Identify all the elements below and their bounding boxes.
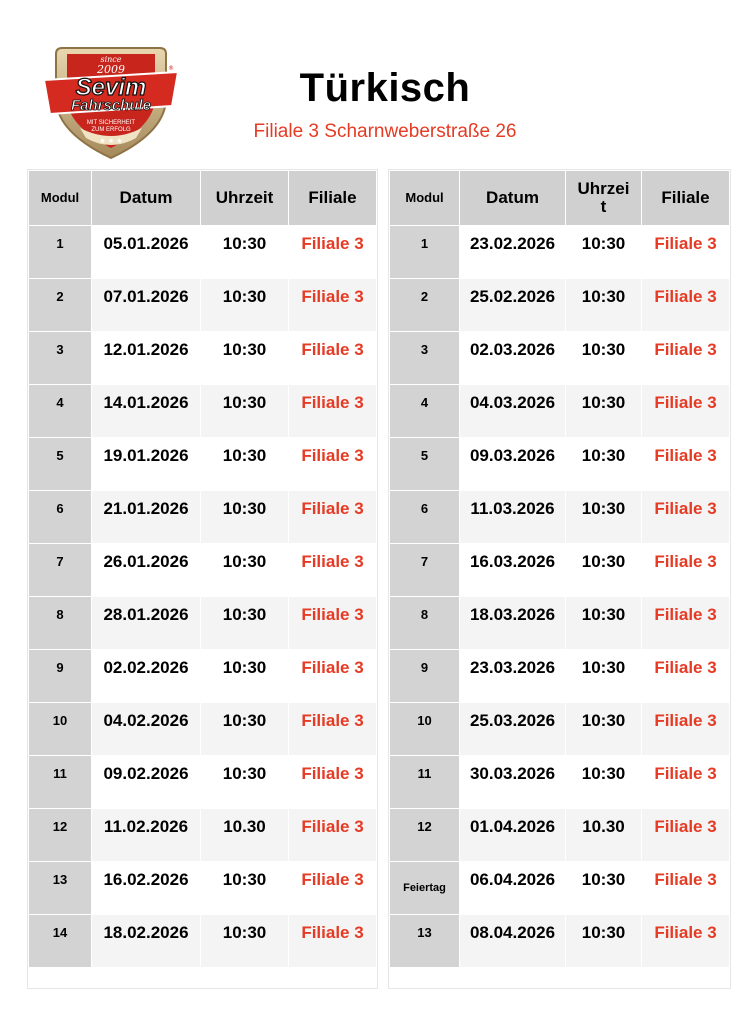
filiale-cell: Filiale 3: [642, 597, 730, 650]
table-row: [390, 597, 730, 650]
modul-cell: 10: [390, 703, 460, 756]
uhrzeit-cell: 10:30: [201, 279, 289, 332]
logo-tagline-1: MIT SICHERHEIT: [86, 120, 136, 126]
datum-cell: 18.03.2026: [460, 597, 566, 650]
datum-cell: 26.01.2026: [92, 544, 201, 597]
table-header-row: [390, 171, 730, 226]
table-row: [390, 332, 730, 385]
uhrzeit-cell: 10:30: [201, 597, 289, 650]
filiale-cell: Filiale 3: [289, 809, 377, 862]
table-row: [29, 544, 377, 597]
table-row: [29, 279, 377, 332]
uhrzeit-cell: 10:30: [566, 650, 642, 703]
table-row: [29, 650, 377, 703]
filiale-cell: Filiale 3: [642, 226, 730, 279]
datum-cell: 23.02.2026: [460, 226, 566, 279]
datum-cell: 04.03.2026: [460, 385, 566, 438]
uhrzeit-cell: 10:30: [201, 491, 289, 544]
table-header-row: [29, 171, 377, 226]
modul-cell: 5: [29, 438, 92, 491]
filiale-cell: Filiale 3: [642, 862, 730, 915]
uhrzeit-cell: 10:30: [201, 703, 289, 756]
filiale-cell: Filiale 3: [642, 279, 730, 332]
uhrzeit-cell: 10:30: [201, 438, 289, 491]
uhrzeit-cell: 10:30: [201, 332, 289, 385]
modul-cell: 3: [390, 332, 460, 385]
filiale-cell: Filiale 3: [642, 809, 730, 862]
modul-cell: 2: [390, 279, 460, 332]
uhrzeit-cell: 10:30: [566, 597, 642, 650]
filiale-cell: Filiale 3: [289, 756, 377, 809]
filiale-cell: Filiale 3: [642, 544, 730, 597]
uhrzeit-cell: 10:30: [566, 438, 642, 491]
uhrzeit-cell: 10.30: [566, 809, 642, 862]
schedule-body-right: [390, 226, 730, 968]
filiale-cell: Filiale 3: [642, 491, 730, 544]
table-row: [390, 809, 730, 862]
uhrzeit-cell: 10:30: [566, 915, 642, 968]
datum-cell: 04.02.2026: [92, 703, 201, 756]
modul-cell: 8: [390, 597, 460, 650]
table-row: [29, 385, 377, 438]
uhrzeit-cell: 10:30: [201, 385, 289, 438]
modul-cell: 8: [29, 597, 92, 650]
datum-cell: 12.01.2026: [92, 332, 201, 385]
modul-cell: 7: [29, 544, 92, 597]
page-title: Türkisch: [299, 66, 471, 110]
uhrzeit-cell: 10:30: [566, 862, 642, 915]
filiale-cell: Filiale 3: [642, 332, 730, 385]
filiale-cell: Filiale 3: [642, 756, 730, 809]
page-subtitle: Filiale 3 Scharnweberstraße 26: [253, 121, 517, 142]
filiale-cell: Filiale 3: [289, 862, 377, 915]
uhrzeit-cell: 10:30: [566, 279, 642, 332]
datum-cell: 08.04.2026: [460, 915, 566, 968]
filiale-cell: Filiale 3: [289, 915, 377, 968]
uhrzeit-cell: 10:30: [201, 862, 289, 915]
filiale-cell: Filiale 3: [289, 279, 377, 332]
header-modul: Modul: [29, 171, 92, 226]
sevim-fahrschule-logo: [40, 40, 182, 162]
datum-cell: 02.02.2026: [92, 650, 201, 703]
uhrzeit-cell: 10:30: [566, 703, 642, 756]
modul-cell: 1: [29, 226, 92, 279]
modul-cell: 6: [29, 491, 92, 544]
filiale-cell: Filiale 3: [289, 332, 377, 385]
registered-icon: ®: [168, 65, 174, 72]
table-row: [390, 756, 730, 809]
schedule-body-left: [29, 226, 377, 968]
modul-cell: 12: [29, 809, 92, 862]
uhrzeit-cell: 10:30: [201, 756, 289, 809]
filiale-cell: Filiale 3: [289, 491, 377, 544]
modul-cell: 14: [29, 915, 92, 968]
schedule-table-right: [389, 170, 730, 968]
filiale-cell: Filiale 3: [642, 650, 730, 703]
uhrzeit-cell: 10:30: [201, 650, 289, 703]
shield-logo-icon: [40, 40, 182, 162]
datum-cell: 05.01.2026: [92, 226, 201, 279]
header-uhrzeit: Uhrzei t: [566, 171, 642, 226]
filiale-cell: Filiale 3: [642, 385, 730, 438]
filiale-cell: Filiale 3: [289, 544, 377, 597]
datum-cell: 25.03.2026: [460, 703, 566, 756]
filiale-cell: Filiale 3: [642, 703, 730, 756]
modul-cell: 3: [29, 332, 92, 385]
filiale-cell: Filiale 3: [289, 597, 377, 650]
logo-stars-icon: ★ ★ ★: [99, 137, 123, 145]
datum-cell: 23.03.2026: [460, 650, 566, 703]
uhrzeit-cell: 10:30: [566, 385, 642, 438]
modul-cell: 2: [29, 279, 92, 332]
logo-year-text: 2009: [97, 63, 125, 76]
uhrzeit-cell: 10:30: [201, 544, 289, 597]
table-row: [29, 332, 377, 385]
datum-cell: 30.03.2026: [460, 756, 566, 809]
table-row: [29, 491, 377, 544]
modul-cell: 5: [390, 438, 460, 491]
table-row: [29, 756, 377, 809]
datum-cell: 19.01.2026: [92, 438, 201, 491]
modul-cell: 4: [29, 385, 92, 438]
modul-cell: 10: [29, 703, 92, 756]
datum-cell: 02.03.2026: [460, 332, 566, 385]
header-datum: Datum: [460, 171, 566, 226]
table-row: [390, 650, 730, 703]
filiale-cell: Filiale 3: [289, 226, 377, 279]
logo-since-text: since: [100, 55, 122, 64]
datum-cell: 18.02.2026: [92, 915, 201, 968]
table-row: [29, 862, 377, 915]
filiale-cell: Filiale 3: [289, 650, 377, 703]
table-row: [390, 438, 730, 491]
modul-cell: 6: [390, 491, 460, 544]
modul-cell: Feiertag: [390, 862, 460, 915]
table-row: [29, 809, 377, 862]
header-datum: Datum: [92, 171, 201, 226]
table-row: [390, 226, 730, 279]
modul-cell: 13: [29, 862, 92, 915]
modul-cell: 11: [29, 756, 92, 809]
table-row: [29, 438, 377, 491]
table-row: [390, 544, 730, 597]
table-row: [390, 915, 730, 968]
logo-tagline-2: ZUM ERFOLG: [91, 127, 131, 133]
table-row: [29, 915, 377, 968]
header-uhrzeit: Uhrzeit: [201, 171, 289, 226]
logo-name-text: Sevim: [75, 74, 147, 101]
datum-cell: 25.02.2026: [460, 279, 566, 332]
header-filiale: Filiale: [289, 171, 377, 226]
uhrzeit-cell: 10.30: [201, 809, 289, 862]
uhrzeit-cell: 10:30: [566, 491, 642, 544]
datum-cell: 21.01.2026: [92, 491, 201, 544]
uhrzeit-cell: 10:30: [201, 226, 289, 279]
modul-cell: 1: [390, 226, 460, 279]
table-row: [390, 279, 730, 332]
datum-cell: 28.01.2026: [92, 597, 201, 650]
datum-cell: 11.03.2026: [460, 491, 566, 544]
table-row: [390, 491, 730, 544]
table-row: [390, 385, 730, 438]
modul-cell: 9: [29, 650, 92, 703]
uhrzeit-cell: 10:30: [566, 226, 642, 279]
modul-cell: 13: [390, 915, 460, 968]
table-row: [390, 862, 730, 915]
schedule-table-left: [28, 170, 377, 968]
filiale-cell: Filiale 3: [289, 703, 377, 756]
modul-cell: 7: [390, 544, 460, 597]
datum-cell: 06.04.2026: [460, 862, 566, 915]
datum-cell: 07.01.2026: [92, 279, 201, 332]
filiale-cell: Filiale 3: [289, 385, 377, 438]
datum-cell: 09.02.2026: [92, 756, 201, 809]
uhrzeit-cell: 10:30: [566, 332, 642, 385]
uhrzeit-cell: 10:30: [566, 756, 642, 809]
datum-cell: 11.02.2026: [92, 809, 201, 862]
table-row: [29, 226, 377, 279]
table-row: [29, 703, 377, 756]
table-row: [29, 597, 377, 650]
datum-cell: 14.01.2026: [92, 385, 201, 438]
datum-cell: 09.03.2026: [460, 438, 566, 491]
modul-cell: 11: [390, 756, 460, 809]
filiale-cell: Filiale 3: [289, 438, 377, 491]
datum-cell: 16.03.2026: [460, 544, 566, 597]
datum-cell: 16.02.2026: [92, 862, 201, 915]
modul-cell: 12: [390, 809, 460, 862]
uhrzeit-cell: 10:30: [201, 915, 289, 968]
filiale-cell: Filiale 3: [642, 915, 730, 968]
header-modul: Modul: [390, 171, 460, 226]
datum-cell: 01.04.2026: [460, 809, 566, 862]
table-row: [390, 703, 730, 756]
filiale-cell: Filiale 3: [642, 438, 730, 491]
modul-cell: 4: [390, 385, 460, 438]
uhrzeit-cell: 10:30: [566, 544, 642, 597]
logo-sub-text: Fahrschule: [70, 97, 152, 114]
header-filiale: Filiale: [642, 171, 730, 226]
modul-cell: 9: [390, 650, 460, 703]
